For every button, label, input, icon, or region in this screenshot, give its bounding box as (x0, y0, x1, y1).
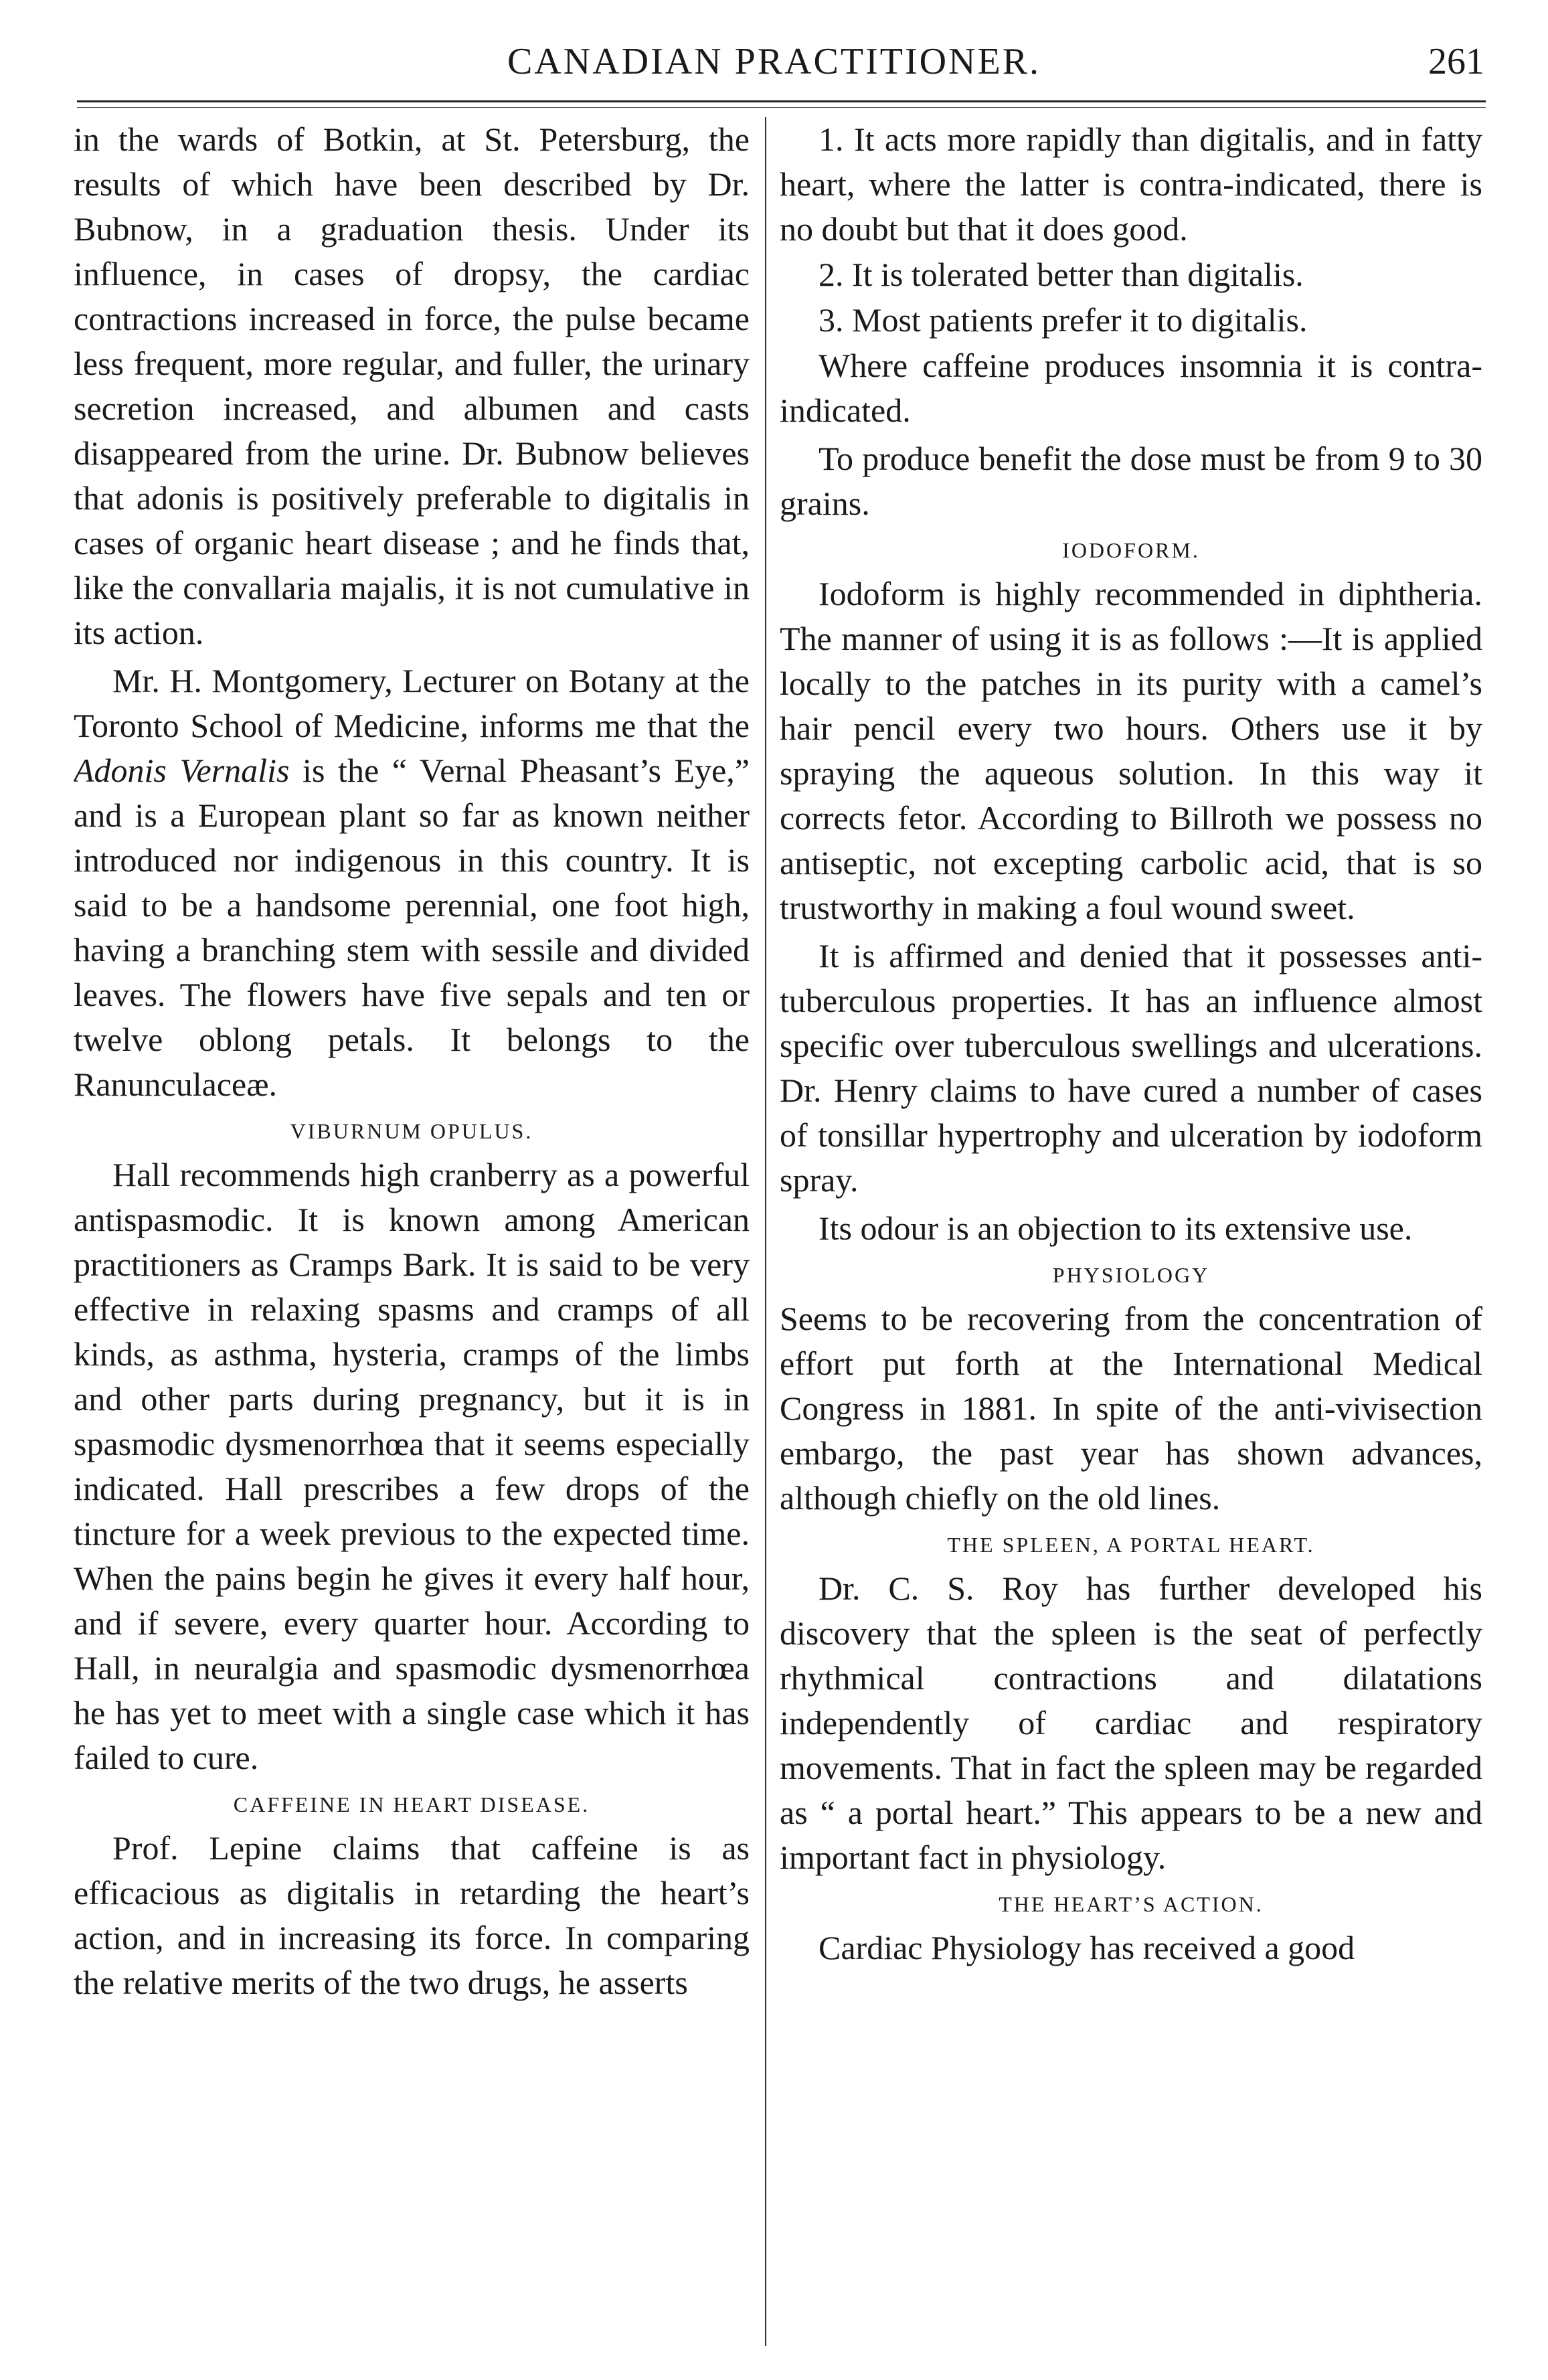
heading-caffeine-heart-disease: CAFFEINE IN HEART DISEASE. (233, 1792, 590, 1816)
paragraph-physiology: Seems to be recovering from the concentration of effort put forth at the International Medical Congress in 1881. In spite of the anti-vivisection embargo, the past year has shown advances, although chiefly on the old lines. (780, 1300, 1482, 1517)
paragraph-adonis-montgomery (74, 659, 750, 1107)
page-header (0, 20, 1548, 97)
list-item-3: 3. Most patients prefer it to digitalis. (819, 301, 1308, 339)
text-run: Mr. H. Montgomery, Lecturer on Botany at the Toronto School of Medicine, informs me that the (74, 662, 750, 744)
heading-iodoform: IODOFORM. (1062, 538, 1200, 562)
list-item-2: 2. It is tolerated better than digitalis. (819, 256, 1304, 293)
list-item-1: 1. It acts more rapidly than digitalis, and in fatty heart, where the latter is contra-indicated, there is no doubt but that it does good. (780, 120, 1482, 248)
paragraph-insomnia: Where caffeine produces insomnia it is contra-indicated. (780, 347, 1482, 429)
paragraph-iodoform-odour: Its odour is an objection to its extensive use. (819, 1209, 1413, 1247)
right-column (780, 117, 1482, 2346)
text-run: is the “ Vernal Pheasant’s Eye,” and is a European plant so far as known neither introduced nor indigenous in this country. It is said to be a handsome perennial, one foot high, having a branching stem with sessile and divided leaves. The flowers have five sepals and ten or twelve oblong petals. It belongs to the Ranunculaceæ. (74, 752, 750, 1103)
left-column (74, 117, 750, 2346)
header-rule (77, 100, 1486, 102)
heading-spleen-portal-heart: THE SPLEEN, A PORTAL HEART. (947, 1533, 1315, 1557)
paragraph-iodoform-tuberculous: It is affirmed and denied that it possesses anti-tuberculous properties. It has an influence almost specific over tuberculous swellings and ulcerations. Dr. Henry claims to have cured a number of cases of tonsillar hypertrophy and ulceration by iodoform spray. (780, 937, 1482, 1199)
paragraph-dose: To produce benefit the dose must be from 9 to 30 grains. (780, 440, 1482, 522)
paragraph-hearts-action: Cardiac Physiology has received a good (819, 1929, 1355, 1966)
running-title: CANADIAN PRACTITIONER. (507, 41, 1041, 82)
heading-viburnum-opulus: VIBURNUM OPULUS. (290, 1119, 533, 1143)
column-divider (765, 117, 766, 2346)
header-rule-thin (77, 107, 1486, 108)
paragraph-spleen: Dr. C. S. Roy has further developed his discovery that the spleen is the seat of perfectly rhythmical contractions and dilatations independently of cardiac and respiratory movements. That in fact the spleen may be regarded as “ a portal heart.” This appears to be a new and important fact in physiology. (780, 1569, 1482, 1876)
page-number: 261 (1428, 41, 1484, 82)
italic-adonis-vernalis: Adonis Vernalis (74, 752, 290, 789)
paragraph-adonis-bubnow: in the wards of Botkin, at St. Petersburg, the results of which have been described by Dr. Bubnow, in a graduation thesis. Under its influence, in cases of dropsy, the cardiac contractions increased in force, the pulse became less frequent, more regular, and fuller, the urinary secretion increased, and albumen and casts disappeared from the urine. Dr. Bubnow believes that adonis is positively preferable to digitalis in cases of organic heart disease ; and he finds that, like the convallaria majalis, it is not cumulative in its action. (74, 120, 750, 651)
paragraph-viburnum: Hall recommends high cranberry as a powerful antispasmodic. It is known among American practitioners as Cramps Bark. It is said to be very effective in relaxing spasms and cramps of all kinds, as asthma, hysteria, cramps of the limbs and other parts during pregnancy, but it is in spasmodic dysmenorrhœa that it seems especially indicated. Hall prescribes a few drops of the tincture for a week previous to the expected time. When the pains begin he gives it every half hour, and if severe, every quarter hour. According to Hall, in neuralgia and spasmodic dysmenorrhœa he has yet to meet with a single case which it has failed to cure. (74, 1156, 750, 1776)
heading-physiology: PHYSIOLOGY (1052, 1263, 1210, 1287)
paragraph-caffeine: Prof. Lepine claims that caffeine is as efficacious as digitalis in retarding the heart’s action, and in increasing its force. In comparing the relative merits of the two drugs, he asserts (74, 1829, 750, 2001)
paragraph-iodoform-diphtheria: Iodoform is highly recommended in diphtheria. The manner of using it is as follows :—It is applied locally to the patches in its purity with a camel’s hair pencil every two hours. Others use it by spraying the aqueous solution. In this way it corrects fetor. According to Billroth we possess no antiseptic, not excepting carbolic acid, that is so trustworthy in making a foul wound sweet. (780, 575, 1482, 926)
heading-hearts-action: THE HEART’S ACTION. (999, 1892, 1264, 1916)
